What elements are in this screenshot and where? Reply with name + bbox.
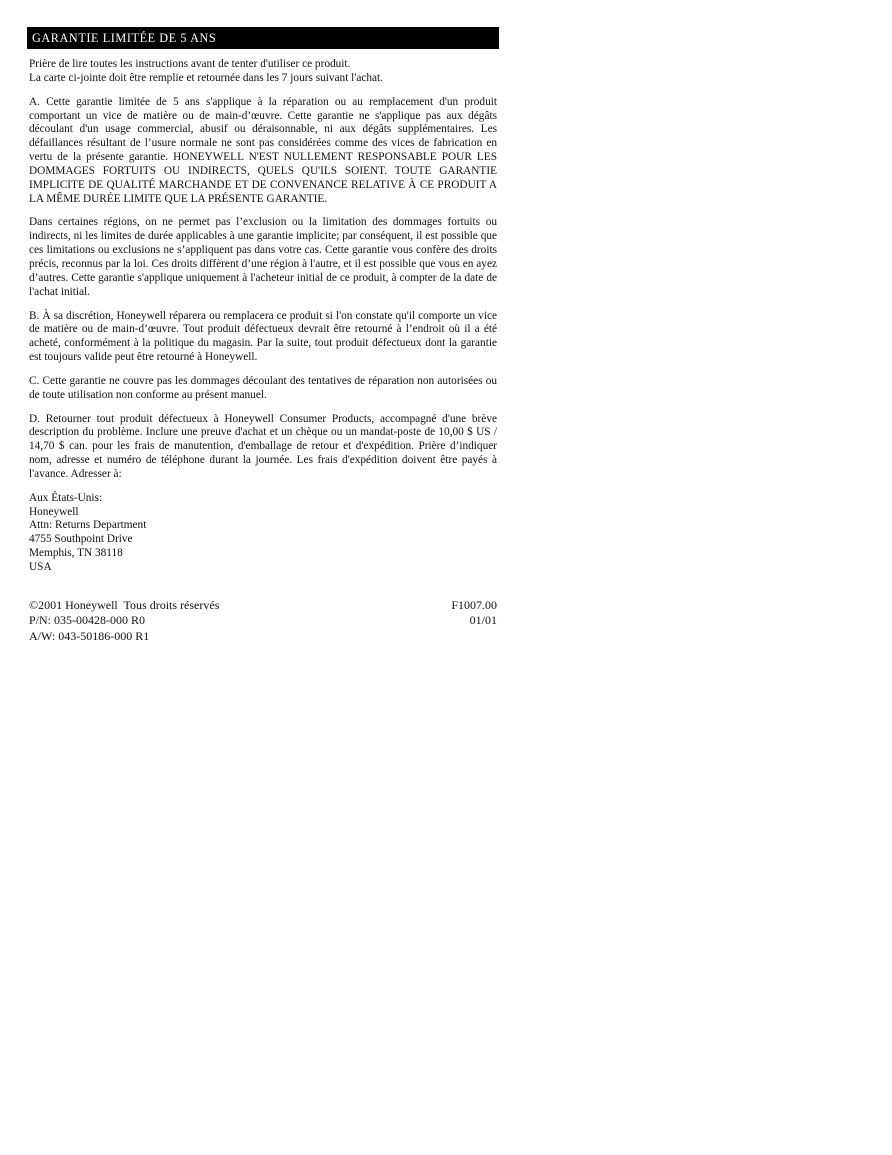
address-street: 4755 Southpoint Drive [29,533,133,546]
return-address [29,492,497,575]
address-region: Aux États-Unis: [29,491,103,504]
warranty-title: GARANTIE LIMITÉE DE 5 ANS [27,27,499,49]
intro-line-return-card: La carte ci-jointe doit être remplie et retournée dans les 7 jours suivant l'achat. [29,71,383,84]
document-footer [29,598,497,645]
document-date: 01/01 [469,613,497,628]
address-country: USA [29,561,52,573]
footer-left [29,598,219,645]
artwork-number: A/W: 043-50186-000 R1 [29,628,150,643]
paragraph-d: D. Retourner tout produit défectueux à Honeywell Consumer Products, accompagné d'une brève description du problème. Inclure une preuve d'achat et un chèque ou un mandat-poste de 10,00 $ US / 14,70 $ can. pour les frais de manutention, d'emballage de retour et d'expédition. Prière d’indiquer nom, adresse et numéro de téléphone durant la journée. Les frais d'expédition doivent être payés à l'avance. Adresser à: [29,412,497,480]
document-code: F1007.00 [451,597,497,612]
paragraph-regions: Dans certaines régions, on ne permet pas l’exclusion ou la limitation des dommages fortuits ou indirects, ni les limites de durée applicables à une garantie implicite; par conséquent, il est possible que ces limitations ou exclusions ne s’appliquent pas dans votre cas. Cette garantie vous confère des droits précis, reconnus par la loi. Ces droits diffèrent d’une région à l'autre, et il est possible que vous en ayez d’autres. Cette garantie s'applique uniquement à l'acheteur initial de ce produit, à compter de la date de l'achat initial. [29,216,497,298]
intro-text [29,58,497,86]
address-city: Memphis, TN 38118 [29,547,123,560]
address-company: Honeywell [29,505,79,518]
address-attn: Attn: Returns Department [29,519,147,532]
paragraph-b: B. À sa discrétion, Honeywell réparera ou remplacera ce produit si l'on constate qu'il comporte un vice de matière ou de main-d’œuvre. Tout produit défectueux devrait être retourné à l’endroit où il a été acheté, conformément à la politique du magasin. Par la suite, tout produit défectueux dont la garantie est toujours valide peut être retourné à Honeywell. [29,309,497,364]
copyright-text: ©2001 Honeywell Tous droits réservés [29,597,220,612]
part-number: P/N: 035-00428-000 R0 [29,613,146,628]
paragraph-a: A. Cette garantie limitée de 5 ans s'applique à la réparation ou au remplacement d'un produit comportant un vice de matière ou de main-d’œuvre. Cette garantie ne s'applique pas aux dégâts découlant d'un usage commercial, abusif ou déraisonnable, ni aux dégâts supplémentaires. Les défaillances résultant de l’usure normale ne sont pas considérées comme des vices de fabrication en vertu de la présente garantie. HONEYWELL N'EST NULLEMENT RESPONSABLE POUR LES DOMMAGES FORTUITS OU INDIRECTS, QUELS QU'ILS SOIENT. TOUTE GARANTIE IMPLICITE DE QUALITÉ MARCHANDE ET DE CONVENANCE RELATIVE À CE PRODUIT A LA MÊME DURÉE LIMITE QUE LA PRÉSENTE GARANTIE. [29,95,497,205]
paragraph-c: C. Cette garantie ne couvre pas les dommages découlant des tentatives de réparation non autorisées ou de toute utilisation non conforme au présent manuel. [29,374,497,401]
footer-right [451,598,497,645]
intro-line-read-instructions: Prière de lire toutes les instructions avant de tenter d'utiliser ce produit. [29,58,351,70]
warranty-document [27,27,499,644]
warranty-body [27,58,499,644]
